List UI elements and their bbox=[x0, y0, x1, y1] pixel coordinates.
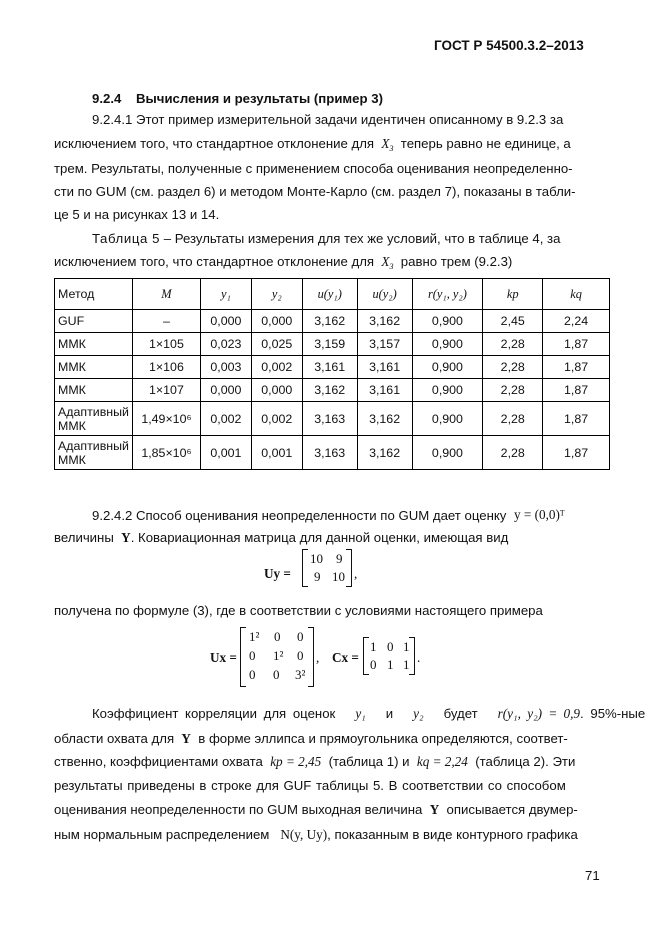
cell: 3,163 bbox=[302, 402, 357, 436]
page-number: 71 bbox=[585, 868, 600, 883]
para3-line1-tail: . 95%-ные bbox=[580, 706, 646, 721]
matrix-cell: 0 bbox=[387, 639, 394, 654]
matrix-cell: 1² bbox=[273, 648, 284, 663]
para3-line2-tail: в форме эллипса и прямоугольника определяются, соответ- bbox=[198, 731, 568, 746]
cell-M: 1×106 bbox=[132, 356, 200, 379]
cell-M: 1×107 bbox=[132, 379, 200, 402]
matrix-cell: 0 bbox=[249, 648, 256, 663]
cell: 3,161 bbox=[302, 356, 357, 379]
para3-line3-mid: (таблица 1) и bbox=[328, 754, 410, 769]
cell: 1,87 bbox=[543, 379, 610, 402]
cell: 3,162 bbox=[357, 402, 412, 436]
cell: 0,900 bbox=[412, 402, 483, 436]
cell-method: ММК bbox=[55, 356, 133, 379]
matrix-cell: 1 bbox=[403, 657, 410, 672]
will-be-word: будет bbox=[443, 706, 478, 721]
cell-method: ММК bbox=[55, 379, 133, 402]
cell: 3,157 bbox=[357, 333, 412, 356]
cell-method: ММК bbox=[55, 333, 133, 356]
para1-line5: це 5 и на рисунках 13 и 14. bbox=[54, 207, 220, 222]
cell: 0,003 bbox=[200, 356, 251, 379]
y1-var: y₁ bbox=[355, 706, 366, 721]
table-caption-label: Таблица 5 bbox=[92, 231, 161, 246]
para3-line6 bbox=[54, 827, 578, 843]
ux-label: Ux = bbox=[210, 650, 237, 665]
cell: 2,28 bbox=[483, 436, 543, 470]
document-id: ГОСТ Р 54500.3.2–2013 bbox=[434, 38, 584, 53]
and-word: и bbox=[385, 706, 394, 721]
para2-line1: 9.2.4.2 Способ оценивания неопределенности по GUM дает оценку bbox=[92, 508, 507, 523]
cell: 0,001 bbox=[251, 436, 302, 470]
para3-line5-tail: описывается двумер- bbox=[446, 802, 578, 817]
cell: 3,163 bbox=[302, 436, 357, 470]
table-caption-line2-text: исключением того, что стандартное отклонение для bbox=[54, 254, 375, 269]
para3-line3-tail: (таблица 2). Эти bbox=[475, 754, 576, 769]
matrix-cell: 1 bbox=[387, 657, 394, 672]
para3-line1-text: Коэффициент корреляции для оценок bbox=[92, 706, 336, 721]
matrix-cell: 0 bbox=[370, 657, 377, 672]
Y-var: Y bbox=[121, 530, 131, 545]
para1-line2-tail: теперь равно не единице, а bbox=[400, 136, 571, 151]
para3-line1 bbox=[92, 706, 645, 722]
Y-var: Y bbox=[181, 731, 191, 746]
cell: 0,002 bbox=[251, 402, 302, 436]
table-caption-line2 bbox=[54, 254, 512, 275]
cell-M: 1,49×10⁶ bbox=[132, 402, 200, 436]
normal-distribution-expr: N(y, Uy) bbox=[280, 827, 328, 842]
para2-line3: получена по формуле (3), где в соответствии с условиями настоящего примера bbox=[54, 603, 543, 618]
y2-var: y₂ bbox=[413, 706, 424, 721]
cell: 1,87 bbox=[543, 436, 610, 470]
table-row bbox=[55, 333, 610, 356]
cell: 0,000 bbox=[251, 310, 302, 333]
matrix-cell: 0 bbox=[297, 629, 304, 644]
x3-var: $X_3$ bbox=[381, 136, 394, 153]
kp-equation: kp = 2,45 bbox=[270, 754, 322, 769]
cell: 0,900 bbox=[412, 356, 483, 379]
header-method: Метод bbox=[55, 279, 133, 310]
matrix-cell: 3² bbox=[295, 667, 306, 682]
cell: 3,162 bbox=[357, 310, 412, 333]
para3-line3-text: ственно, коэффициентами охвата bbox=[54, 754, 263, 769]
table-row bbox=[55, 436, 610, 470]
cell: 3,159 bbox=[302, 333, 357, 356]
cell: 1,87 bbox=[543, 356, 610, 379]
kq-equation: kq = 2,24 bbox=[416, 754, 468, 769]
table-caption-text: – Результаты измерения для тех же условий, что в таблице 4, за bbox=[160, 231, 561, 246]
table-header-row bbox=[55, 279, 610, 310]
section-heading bbox=[92, 91, 383, 107]
header-kq: kq bbox=[543, 279, 610, 310]
uy-matrix bbox=[302, 549, 352, 587]
table-caption-line2-tail: равно трем (9.2.3) bbox=[400, 254, 513, 269]
cx-dot: . bbox=[417, 650, 421, 665]
cell: 2,28 bbox=[483, 379, 543, 402]
Y-var: Y bbox=[429, 802, 440, 817]
matrix-separator: , bbox=[316, 650, 320, 665]
ux-matrix bbox=[240, 627, 314, 687]
para2-line2-text: величины bbox=[54, 530, 114, 545]
cell: 0,900 bbox=[412, 310, 483, 333]
cell: 3,162 bbox=[302, 379, 357, 402]
results-table bbox=[54, 278, 610, 470]
section-number: 9.2.4 bbox=[92, 91, 122, 106]
cell: 1,87 bbox=[543, 402, 610, 436]
cell: 0,023 bbox=[200, 333, 251, 356]
cell: 0,900 bbox=[412, 436, 483, 470]
cell: 0,000 bbox=[200, 310, 251, 333]
cell: 0,000 bbox=[200, 379, 251, 402]
cell: 0,900 bbox=[412, 379, 483, 402]
para3-line2 bbox=[54, 731, 568, 747]
cell-M: 1×105 bbox=[132, 333, 200, 356]
header-M: M bbox=[132, 279, 200, 310]
table-row bbox=[55, 379, 610, 402]
para3-line3 bbox=[54, 754, 575, 770]
cell: 3,161 bbox=[357, 379, 412, 402]
equation-y: y = (0,0)ᵀ bbox=[514, 507, 565, 522]
cell: 0,900 bbox=[412, 333, 483, 356]
cell-M: – bbox=[132, 310, 200, 333]
para3-line2-text: области охвата для bbox=[54, 731, 175, 746]
cell: 2,28 bbox=[483, 333, 543, 356]
table-caption-line1 bbox=[92, 231, 560, 247]
matrix-cell: 0 bbox=[297, 648, 304, 663]
cell-method: GUF bbox=[55, 310, 133, 333]
section-title: Вычисления и результаты (пример 3) bbox=[136, 91, 383, 106]
cell: 0,001 bbox=[200, 436, 251, 470]
cell: 3,162 bbox=[302, 310, 357, 333]
table-row bbox=[55, 402, 610, 436]
header-kp: kp bbox=[483, 279, 543, 310]
matrix-cell: 0 bbox=[273, 667, 280, 682]
matrix-cell: 9 bbox=[336, 551, 343, 566]
x3-var: $X_3$ bbox=[381, 254, 394, 271]
para1-line4: сти по GUM (см. раздел 6) и методом Монте-Карло (см. раздел 7), показаны в табли- bbox=[54, 184, 576, 199]
matrix-cell: 10 bbox=[332, 569, 345, 584]
para2-line2 bbox=[54, 530, 508, 546]
cell: 0,002 bbox=[200, 402, 251, 436]
cell: 0,000 bbox=[251, 379, 302, 402]
para1-line1: 9.2.4.1 Этот пример измерительной задачи идентичен описанному в 9.2.3 за bbox=[92, 112, 564, 127]
para1-line3: трем. Результаты, полученные с применением способа оценивания неопределенно- bbox=[54, 161, 573, 176]
para3-line5-text: оценивания неопределенности по GUM выходная величина bbox=[54, 802, 423, 817]
matrix-cell: 0 bbox=[249, 667, 256, 682]
matrix-cell: 1 bbox=[403, 639, 410, 654]
cx-label: Cx = bbox=[332, 650, 359, 665]
table-row bbox=[55, 356, 610, 379]
cell: 2,45 bbox=[483, 310, 543, 333]
para3-line6-tail: , показанным в виде контурного графика bbox=[327, 827, 578, 842]
cell-method: Адаптивный ММК bbox=[55, 402, 133, 436]
header-u-y1: u(y₁) bbox=[302, 279, 357, 310]
correlation-equation: r(y₁, y₂) = 0,9 bbox=[497, 706, 581, 721]
para3-line6-text: ным нормальным распределением bbox=[54, 827, 270, 842]
matrix-cell: 10 bbox=[310, 551, 323, 566]
matrix-cell: 0 bbox=[274, 629, 281, 644]
uy-label: Uy = bbox=[264, 566, 291, 581]
cell: 2,28 bbox=[483, 356, 543, 379]
cell: 2,24 bbox=[543, 310, 610, 333]
para1-line2 bbox=[54, 136, 571, 157]
cell: 3,162 bbox=[357, 436, 412, 470]
cell: 0,025 bbox=[251, 333, 302, 356]
header-y2: y₂ bbox=[251, 279, 302, 310]
para2-line2-tail: . Ковариационная матрица для данной оценки, имеющая вид bbox=[130, 530, 509, 545]
header-r: r(y₁, y₂) bbox=[412, 279, 483, 310]
para3-line4: результаты приведены в строке для GUF таблицы 5. В соответствии со способом bbox=[54, 778, 566, 793]
para1-line2-text: исключением того, что стандартное отклонение для bbox=[54, 136, 375, 151]
cell: 1,87 bbox=[543, 333, 610, 356]
cx-matrix bbox=[363, 637, 415, 675]
uy-comma: , bbox=[354, 566, 358, 581]
matrix-cell: 1² bbox=[249, 629, 260, 644]
cell: 2,28 bbox=[483, 402, 543, 436]
cell-M: 1,85×10⁶ bbox=[132, 436, 200, 470]
cell: 3,161 bbox=[357, 356, 412, 379]
header-u-y2: u(y₂) bbox=[357, 279, 412, 310]
para3-line5 bbox=[54, 802, 578, 818]
table-row bbox=[55, 310, 610, 333]
matrix-cell: 1 bbox=[370, 639, 377, 654]
header-y1: y₁ bbox=[200, 279, 251, 310]
matrix-cell: 9 bbox=[314, 569, 321, 584]
cell-method: Адаптивный ММК bbox=[55, 436, 133, 470]
cell: 0,002 bbox=[251, 356, 302, 379]
